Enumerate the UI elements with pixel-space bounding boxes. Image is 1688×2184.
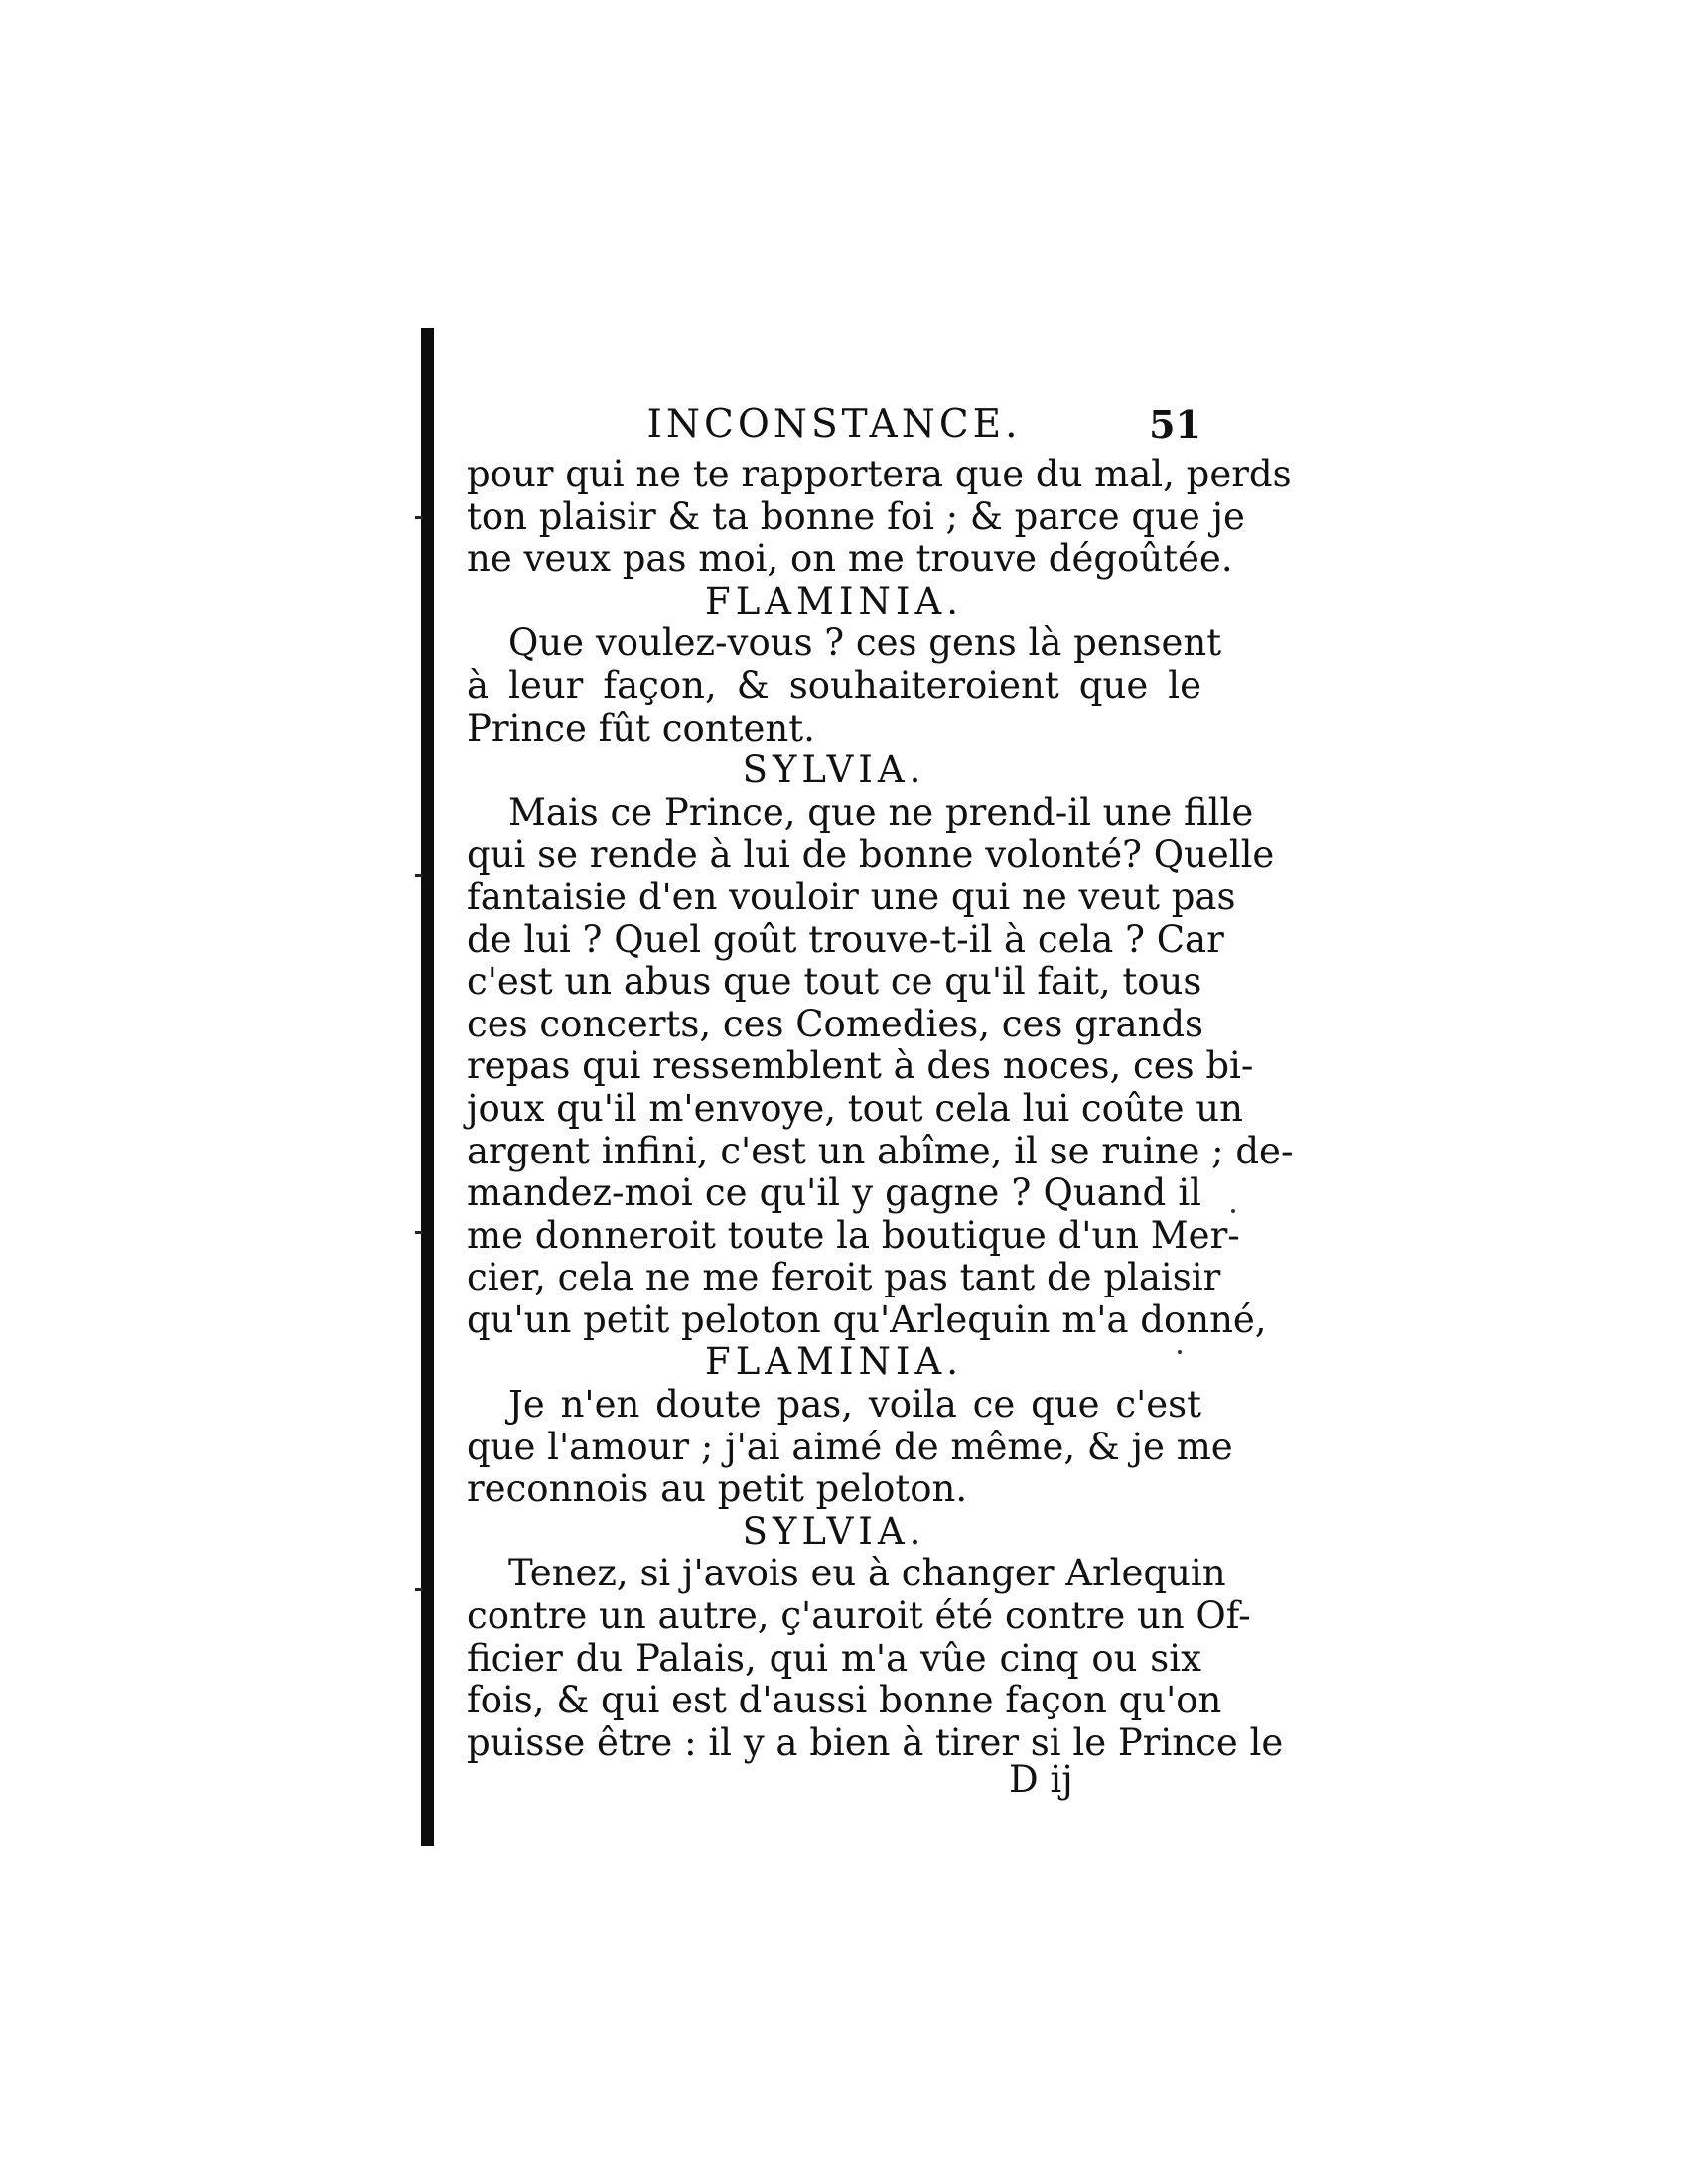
text-line: ton plaisir & ta bonne foi ; & parce que je — [467, 494, 1245, 538]
speaker-name: SYLVIA. — [742, 1509, 926, 1553]
text-line: c'est un abus que tout ce qu'il fait, tous — [467, 960, 1202, 1004]
running-head — [467, 402, 1201, 454]
text-line: cier, cela ne me feroit pas tant de plaisir — [467, 1256, 1221, 1299]
running-title: INCONSTANCE. — [646, 402, 1022, 447]
text-line: joux qu'il m'envoye, tout cela lui coûte un — [467, 1086, 1243, 1130]
text-line: argent infini, c'est un abîme, il se ruine ; de- — [467, 1129, 1294, 1172]
body-text — [467, 453, 1294, 1764]
text-line: de lui ? Quel goût trouve-t-il à cela ? Car — [467, 917, 1224, 961]
text-line: que l'amour ; j'ai aimé de même, & je me — [467, 1425, 1233, 1468]
page-spine-shadow — [421, 328, 434, 1846]
ink-speck — [1178, 1350, 1182, 1354]
text-line: fantaisie d'en vouloir une qui ne veut pas — [467, 875, 1236, 918]
text-line: fois, & qui est d'aussi bonne façon qu'on — [467, 1679, 1222, 1722]
speaker-name: FLAMINIA. — [705, 579, 963, 622]
text-line: pour qui ne te rapportera que du mal, perds — [467, 453, 1292, 495]
signature-mark: D ij — [1009, 1758, 1073, 1801]
text-line: me donneroit toute la boutique d'un Mer- — [467, 1213, 1240, 1257]
text-line: qui se rende à lui de bonne volonté? Quelle — [467, 833, 1275, 877]
speaker-name: SYLVIA. — [742, 749, 926, 792]
spine-mark — [415, 1588, 423, 1591]
ink-speck — [1231, 1209, 1235, 1213]
text-line: ne veux pas moi, on me trouve dégoûtée. — [467, 537, 1233, 581]
text-line: Prince fût content. — [467, 706, 815, 750]
text-line: puisse être : il y a bien à tirer si le Prince le — [467, 1720, 1284, 1764]
page-text-block — [467, 402, 1294, 1764]
text-line: mandez-moi ce qu'il y gagne ? Quand il — [467, 1171, 1201, 1215]
text-line: Je n'en doute pas, voila ce que c'est — [508, 1383, 1201, 1427]
text-line: à leur façon, & souhaiteroient que le — [467, 663, 1201, 707]
text-line: ces concerts, ces Comedies, ces grands — [467, 1002, 1204, 1045]
text-line: repas qui ressemblent à des noces, ces bi- — [467, 1044, 1254, 1088]
text-line: contre un autre, ç'auroit été contre un Of- — [467, 1594, 1251, 1638]
text-line: Mais ce Prince, que ne prend-il une fille — [508, 790, 1254, 834]
spine-mark — [415, 874, 423, 877]
spine-mark — [415, 1231, 423, 1234]
text-line: reconnois au petit peloton. — [467, 1467, 968, 1511]
text-line: qu'un petit peloton qu'Arlequin m'a donné, — [467, 1297, 1267, 1341]
speaker-name: FLAMINIA. — [705, 1340, 963, 1384]
spine-mark — [415, 516, 423, 519]
text-line: Tenez, si j'avois eu à changer Arlequin — [508, 1552, 1226, 1595]
page-number: 51 — [1149, 402, 1201, 447]
text-line: ficier du Palais, qui m'a vûe cinq ou six — [467, 1636, 1201, 1680]
text-line: Que voulez-vous ? ces gens là pensent — [508, 621, 1222, 665]
